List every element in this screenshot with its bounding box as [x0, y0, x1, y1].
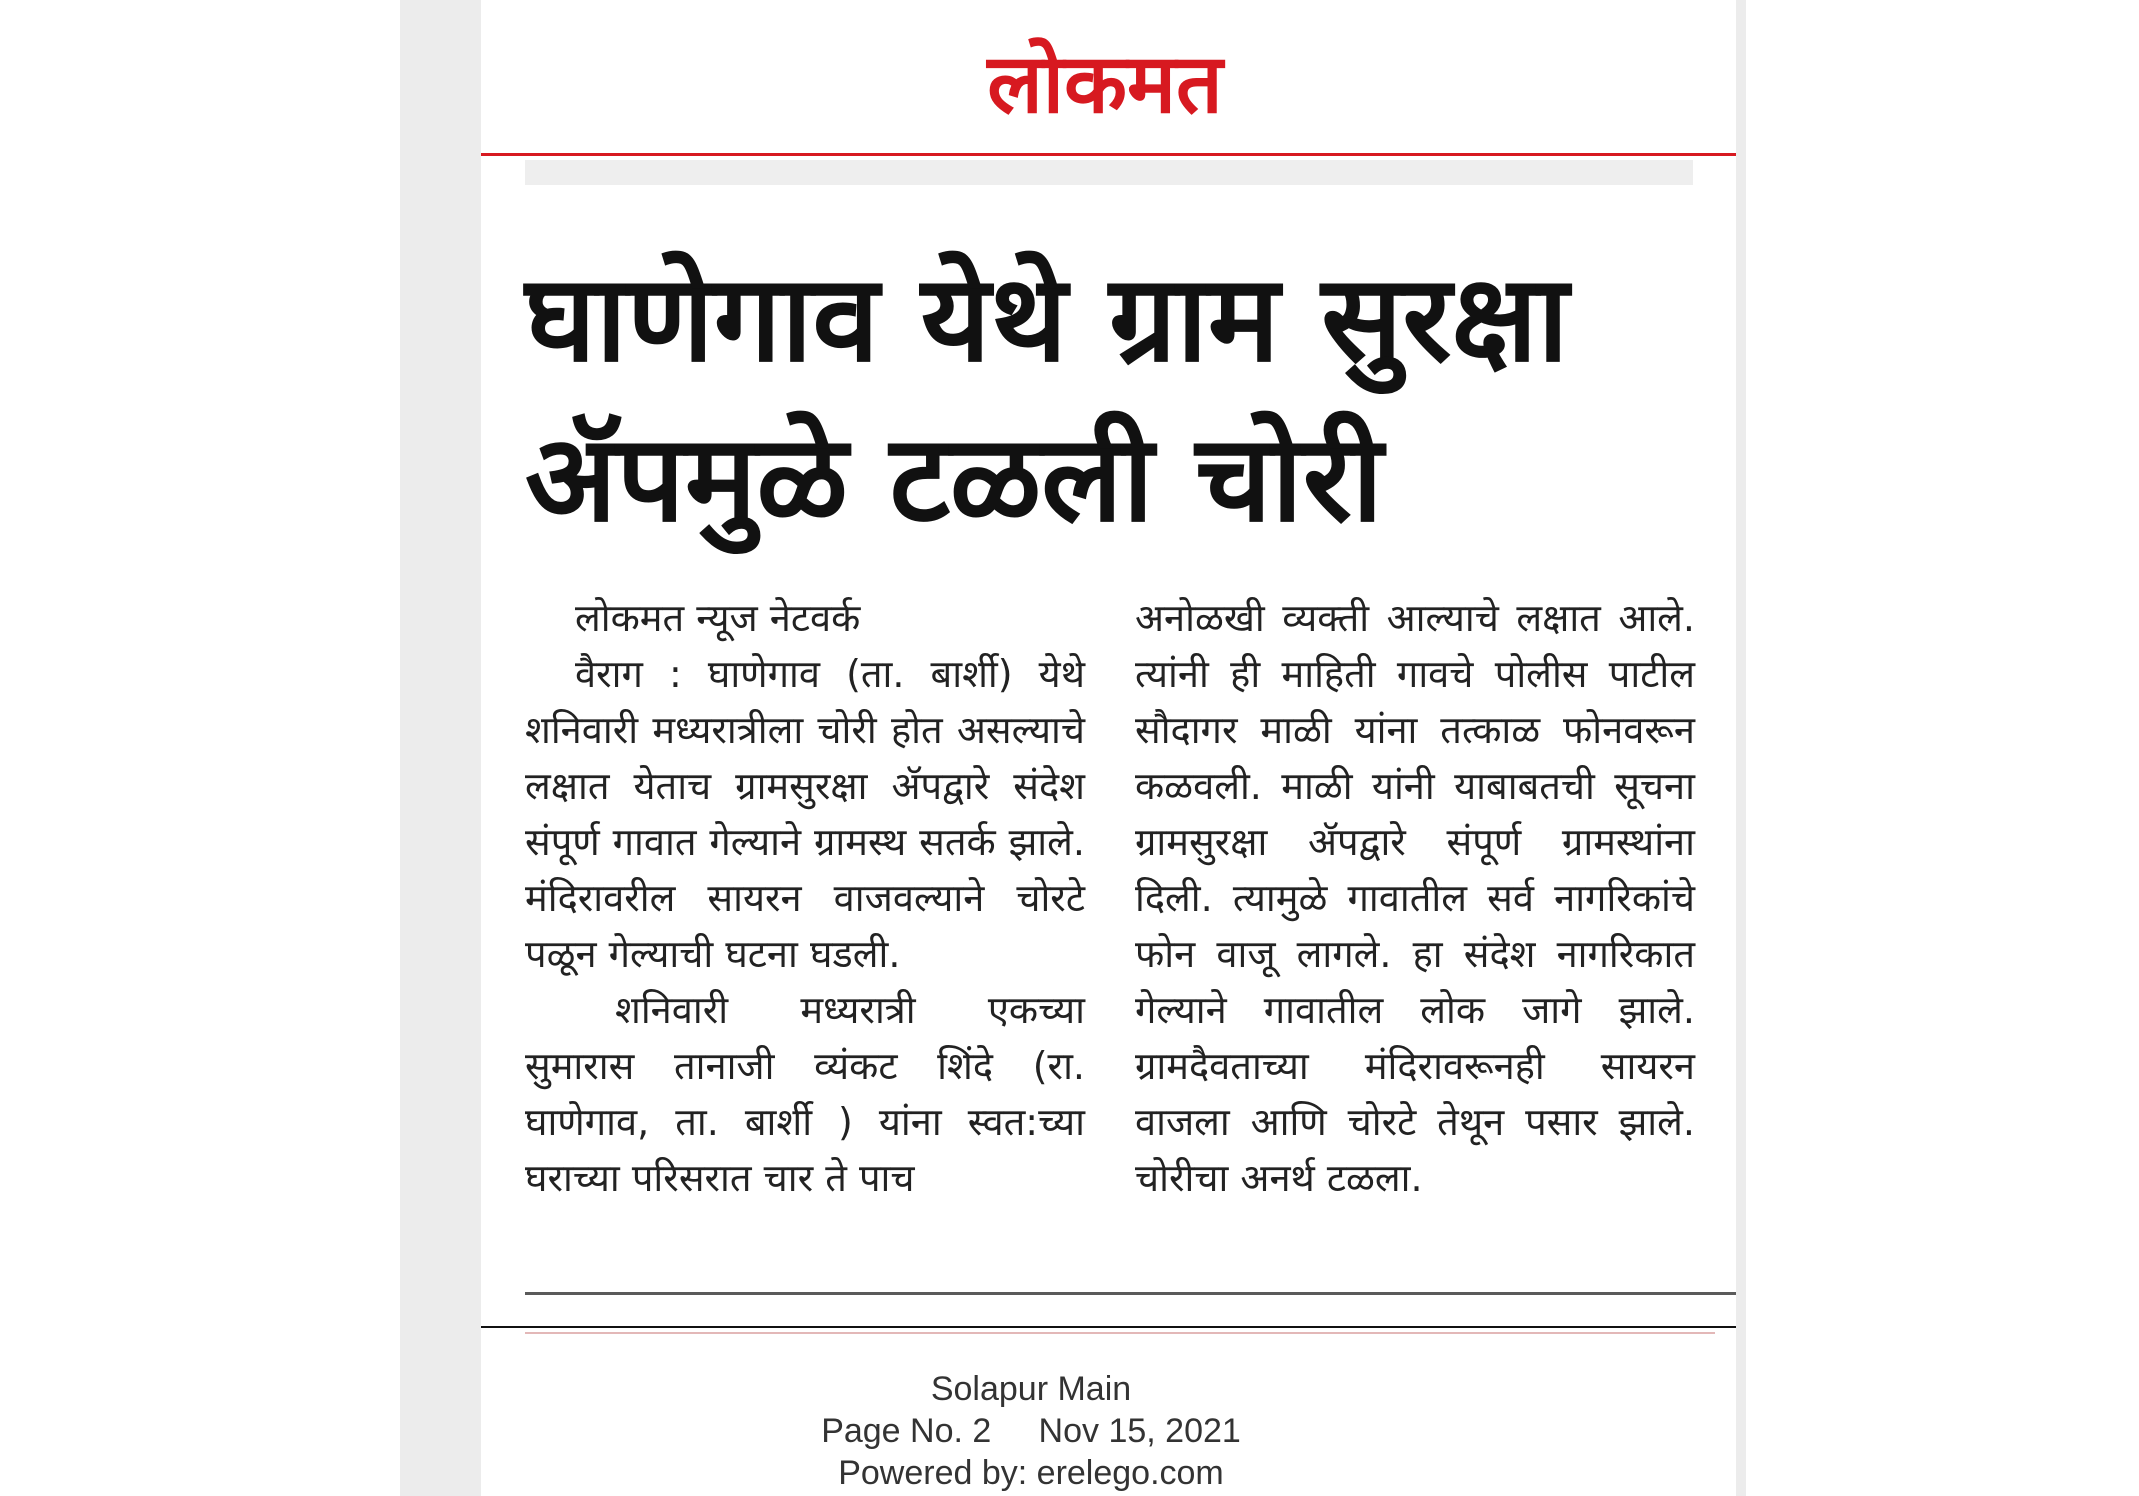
- powered-by: Powered by: erelego.com: [838, 1454, 1224, 1492]
- page-and-date: Page No. 2 Nov 15, 2021: [821, 1412, 1241, 1450]
- article-paragraph-2-part-1: शनिवारी मध्यरात्री एकच्या सुमारास तानाजी व्यंकट शिंदे (रा. घाणेगाव, ता. बार्शी ) यांना स्वत:च्या घराच्या परिसरात चार ते पाच: [525, 988, 1085, 1200]
- header-band: [525, 160, 1693, 185]
- clipping-accent-rule: [525, 1332, 1715, 1334]
- clipping-footer: [781, 1368, 1281, 1494]
- article-bottom-rule: [525, 1292, 1736, 1295]
- article-paragraph-2-part-2: अनोळखी व्यक्ती आल्याचे लक्षात आले. त्यांनी ही माहिती गावचे पोलीस पाटील सौदागर माळी यांना तत्काळ फोनवरून कळवली. माळी यांनी याबाबतची सूचना ग्रामसुरक्षा ॲपद्वारे संपूर्ण ग्रामस्थांना दिली. त्यामुळे गावातील सर्व नागरिकांचे फोन वाजू लागले. हा संदेश नागरिकात गेल्याने गावातील लोक जागे झाले. ग्रामदैवताच्या मंदिरावरूनही सायरन वाजला आणि चोरटे तेथून पसार झाले. चोरीचा अनर्थ टळला.: [1135, 596, 1695, 1200]
- right-margin-strip: [1736, 0, 1746, 1496]
- article-column-left: [525, 590, 1085, 1206]
- article-headline: घाणेगाव येथे ग्राम सुरक्षा ॲपमुळे टळली चोरी: [525, 250, 1569, 549]
- article-column-right: [1135, 590, 1695, 1206]
- article-paragraph-1: वैराग : घाणेगाव (ता. बार्शी) येथे शनिवारी मध्यरात्रीला चोरी होत असल्याचे लक्षात येताच ग्रामसुरक्षा ॲपद्वारे संदेश संपूर्ण गावात गेल्याने ग्रामस्थ सतर्क झाले. मंदिरावरील सायरन वाजवल्याने चोरटे पळून गेल्याची घटना घडली.: [525, 652, 1085, 976]
- clipping-bottom-rule: [481, 1326, 1736, 1328]
- article-byline: लोकमत न्यूज नेटवर्क: [575, 596, 861, 640]
- left-margin-strip: [400, 0, 481, 1496]
- edition-name: Solapur Main: [930, 1370, 1132, 1408]
- masthead-logo: लोकमत: [987, 37, 1223, 132]
- masthead-divider: [481, 153, 1736, 156]
